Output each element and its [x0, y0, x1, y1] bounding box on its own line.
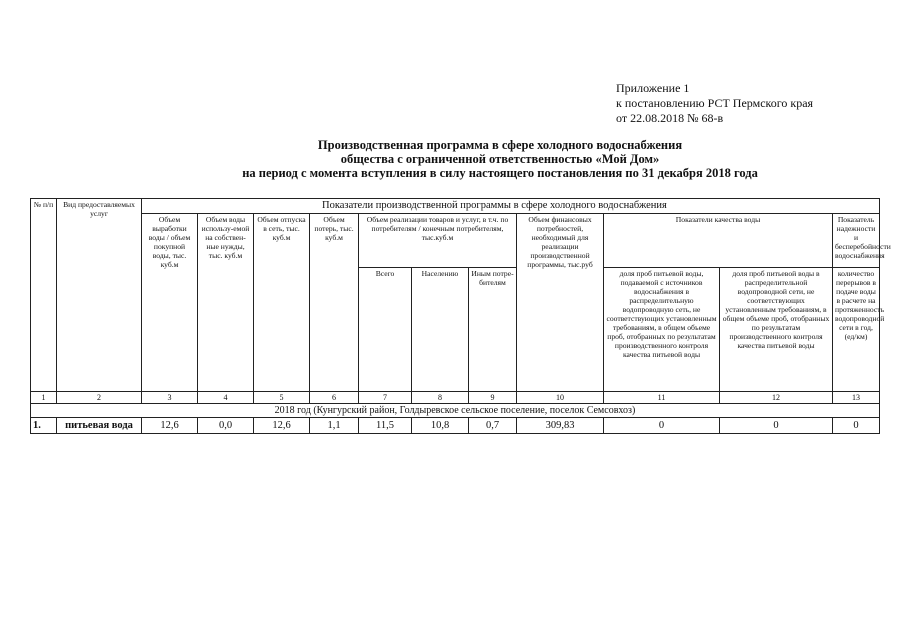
- title-line-3: на период с момента вступления в силу настоящего постановления по 31 декабря 2018 года: [242, 166, 758, 180]
- header-sales-population: Населению: [412, 268, 469, 392]
- row-sales-other: 0,7: [469, 418, 517, 434]
- header-sales: Объем реализации товаров и услуг, в т.ч. по потребителям / конечным потребителям, тыс.куб.м: [359, 214, 517, 268]
- col-number: 12: [720, 392, 833, 404]
- header-group: Показатели производственной программы в сфере холодного водоснабжения: [142, 199, 880, 214]
- row-produced: 12,6: [142, 418, 198, 434]
- row-sales-total: 11,5: [359, 418, 412, 434]
- row-service: питьевая вода: [57, 418, 142, 434]
- header-quality: Показатели качества воды: [604, 214, 833, 268]
- header-num: № п/п: [31, 199, 57, 392]
- row-sales-population: 10,8: [412, 418, 469, 434]
- row-reliability: 0: [833, 418, 880, 434]
- row-num: 1.: [31, 418, 57, 434]
- col-number: 2: [57, 392, 142, 404]
- appendix-line-2: к постановлению РСТ Пермского края: [616, 96, 814, 110]
- col-number: 9: [469, 392, 517, 404]
- row-quality-source: 0: [604, 418, 720, 434]
- header-finance: Объем финансовых потребностей, необходимый для реализации производственной программы, тыс.руб: [517, 214, 604, 392]
- appendix-line-3: от 22.08.2018 № 68-в: [616, 111, 724, 125]
- row-supply: 12,6: [254, 418, 310, 434]
- production-program-table: [30, 198, 891, 434]
- col-number: 10: [517, 392, 604, 404]
- header-supply: Объем отпуска в сеть, тыс. куб.м: [254, 214, 310, 392]
- section-row: [31, 404, 880, 418]
- header-produced: Объем выработки воды / объем покупной воды, тыс. куб.м: [142, 214, 198, 392]
- header-quality-network: доля проб питьевой воды в распределительной водопроводной сети, не соответствующих установленным требованиям, в общем объеме проб, отобранных по результатам производственного контроля качества питьевой воды: [720, 268, 833, 392]
- row-quality-network: 0: [720, 418, 833, 434]
- appendix-block: [616, 81, 813, 126]
- column-numbers-row: [31, 392, 880, 404]
- table-row: [31, 418, 880, 434]
- appendix-line-1: Приложение 1: [616, 81, 690, 95]
- header-reliability: Показатель надежности и бесперебойности водоснабжения: [833, 214, 880, 268]
- col-number: 3: [142, 392, 198, 404]
- col-number: 4: [198, 392, 254, 404]
- header-quality-source: доля проб питьевой воды, подаваемой с источников водоснабжения в распределительную водопроводную сеть, не соответствующих установленным требованиям, в общем объеме проб, отобранных по результатам производственного контроля качества питьевой воды: [604, 268, 720, 392]
- row-own-needs: 0,0: [198, 418, 254, 434]
- header-reliability-interruptions: количество перерывов в подаче воды в расчете на протяженность водопроводной сети в год, (ед/км): [833, 268, 880, 392]
- col-number: 5: [254, 392, 310, 404]
- section-title: 2018 год (Кунгурский район, Голдыревское сельское поселение, поселок Семсовхоз): [31, 404, 880, 418]
- header-loss: Объем потерь, тыс. куб.м: [310, 214, 359, 392]
- col-number: 6: [310, 392, 359, 404]
- col-number: 7: [359, 392, 412, 404]
- title-line-2: общества с ограниченной ответственностью «Мой Дом»: [340, 152, 660, 166]
- col-number: 1: [31, 392, 57, 404]
- document-title: [140, 138, 860, 180]
- col-number: 8: [412, 392, 469, 404]
- header-sales-other: Иным потре-бителям: [469, 268, 517, 392]
- row-finance: 309,83: [517, 418, 604, 434]
- col-number: 13: [833, 392, 880, 404]
- title-line-1: Производственная программа в сфере холодного водоснабжения: [317, 138, 683, 152]
- header-sales-total: Всего: [359, 268, 412, 392]
- row-loss: 1,1: [310, 418, 359, 434]
- header-service: Вид предоставляемых услуг: [57, 199, 142, 392]
- header-own-needs: Объем воды использу-емой на собствен-ные нужды, тыс. куб.м: [198, 214, 254, 392]
- col-number: 11: [604, 392, 720, 404]
